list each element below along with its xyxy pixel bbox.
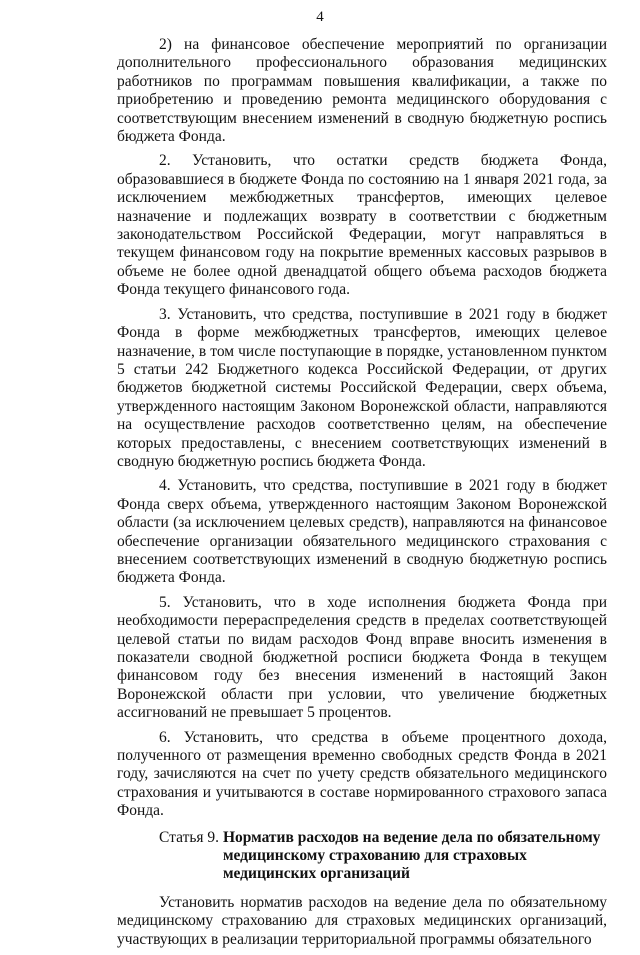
article-label: Статья 9.	[159, 828, 220, 846]
article-title: Норматив расходов на ведение дела по обязательному медицинскому страхованию для страховых медицинских организаций	[222, 828, 601, 883]
paragraph-item-2: 2) на финансовое обеспечение мероприятий по организации дополнительного профессионального образования медицинских работников по программам повышения квалификации, а также по приобретению и проведению ремонта медицинского оборудования с соответствующим внесением изменений в сводную бюджетную роспись бюджета Фонда.	[117, 36, 607, 146]
page-number: 4	[316, 9, 324, 25]
paragraph-clause-5: 5. Установить, что в ходе исполнения бюджета Фонда при необходимости перераспределения средств в пределах соответствующей целевой статьи по видам расходов Фонд вправе вносить изменения в показатели сводной бюджетной росписи бюджета Фонда в текущем финансовом году без внесения изменений в настоящий Закон Воронежской области при условии, что увеличение бюджетных ассигнований не превышает 5 процентов.	[117, 593, 607, 722]
paragraph-clause-4: 4. Установить, что средства, поступившие в 2021 году в бюджет Фонда сверх объема, утвержденного настоящим Законом Воронежской области (за исключением целевых средств), направляются на финансовое обеспечение организации обязательного медицинского страхования с внесением соответствующих изменений в сводную бюджетную роспись бюджета Фонда.	[117, 477, 607, 587]
article-heading	[117, 829, 607, 884]
document-body	[117, 36, 607, 955]
paragraph-clause-6: 6. Установить, что средства в объеме процентного дохода, полученного от размещения временно свободных средств Фонда в 2021 году, зачисляются на счет по учету средств обязательного медицинского страхования и учитываются в составе нормированного страхового запаса Фонда.	[117, 728, 607, 820]
paragraph-article-9: Установить норматив расходов на ведение дела по обязательному медицинскому страхованию для страховых медицинских организаций, участвующих в реализации территориальной программы обязательного	[117, 893, 607, 948]
paragraph-clause-2: 2. Установить, что остатки средств бюджета Фонда, образовавшиеся в бюджете Фонда по состоянию на 1 января 2021 года, за исключением межбюджетных трансфертов, имеющих целевое назначение и подлежащих возврату в соответствии с бюджетным законодательством Российской Федерации, могут направляться в текущем финансовом году на покрытие временных кассовых разрывов в объеме не более одной двенадцатой общего объема расходов бюджета Фонда текущего финансового года.	[117, 152, 607, 299]
paragraph-clause-3: 3. Установить, что средства, поступившие в 2021 году в бюджет Фонда в форме межбюджетных трансфертов, имеющих целевое назначение, в том числе поступающие в порядке, установленном пунктом 5 статьи 242 Бюджетного кодекса Российской Федерации, от других бюджетов бюджетной системы Российской Федерации, сверх объема, утвержденного настоящим Законом Воронежской области, направляются на осуществление расходов соответственно целям, на обеспечение которых предоставлены, с внесением соответствующих изменений в сводную бюджетную роспись бюджета Фонда.	[117, 305, 607, 470]
